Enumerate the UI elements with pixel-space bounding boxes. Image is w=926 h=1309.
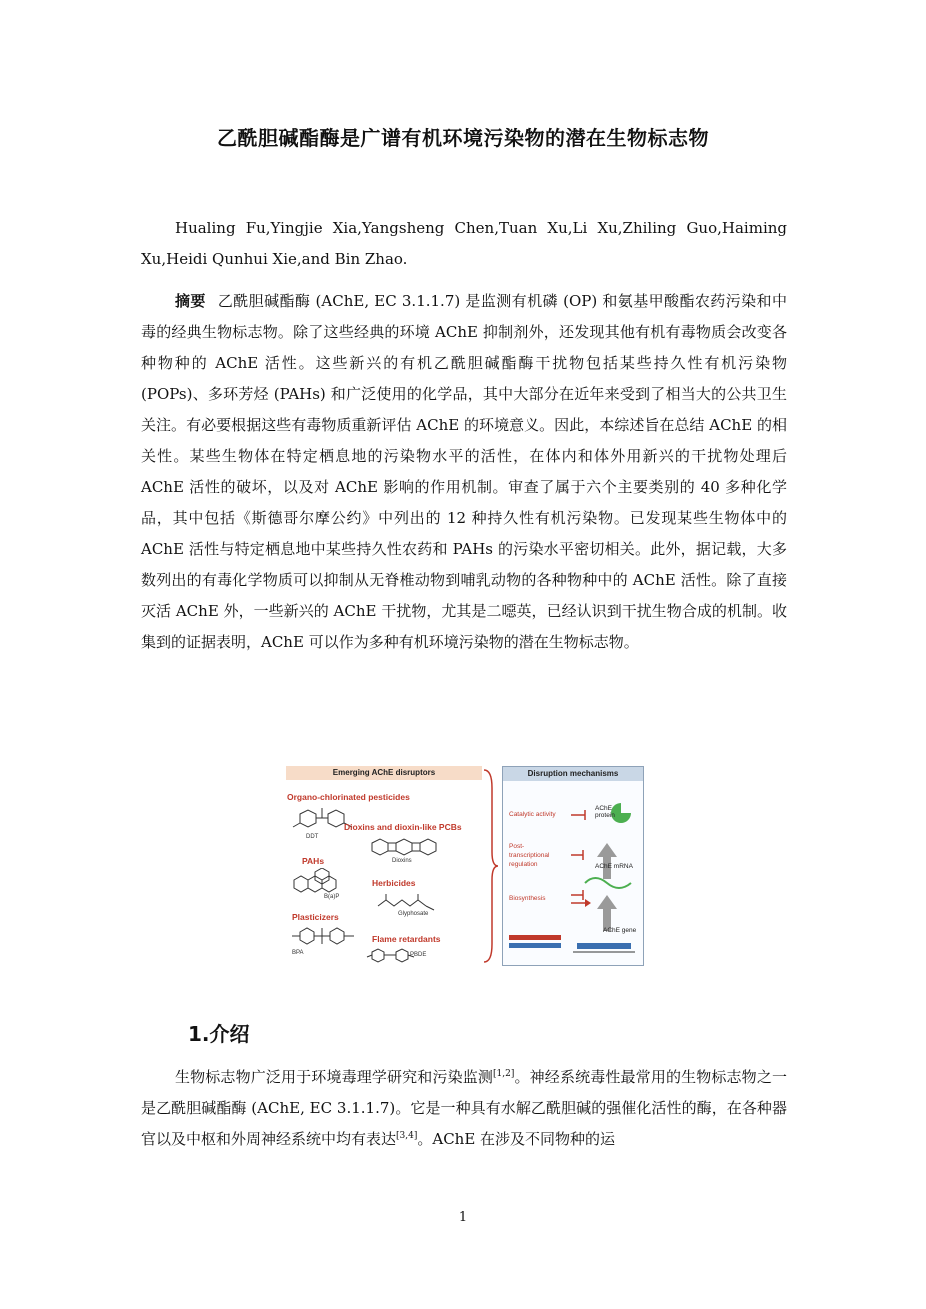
mechanisms-panel [502,766,644,966]
label-protein-line1: AChE [595,805,612,812]
abstract [141,286,787,658]
compound-pbde: PBDE [410,952,427,958]
category-flame-retardants: Flame retardants [372,934,441,944]
label-gene: AChE gene [603,927,637,934]
compound-bpa: BPA [292,950,304,956]
page-title: 乙酰胆碱酯酶是广谱有机环境污染物的潜在生物标志物 [217,126,709,150]
compound-dioxins: Dioxins [392,858,412,864]
figure-right-heading: Disruption mechanisms [503,767,643,781]
category-organochlorine: Organo-chlorinated pesticides [287,792,410,802]
label-protein-line2: protein [595,812,615,819]
label-protein [595,805,615,819]
author-list: Hualing Fu,Yingjie Xia,Yangsheng Chen,Tuan Xu,Li Xu,Zhiling Guo,Haiming Xu,Heidi Qunhui Xie,and Bin Zhao. [141,219,787,268]
category-pahs: PAHs [302,856,325,866]
page-number: 1 [458,1210,468,1225]
citation-3-4: [3,4] [396,1131,418,1141]
dioxin-structure-icon [368,836,442,858]
category-plasticizers: Plasticizers [292,912,339,922]
abstract-label: 摘要 [175,292,206,310]
citation-1-2: [1,2] [493,1069,515,1079]
intro-text-1: 生物标志物广泛用于环境毒理学研究和污染监测 [175,1068,494,1086]
compound-bap: B(a)P [324,894,340,900]
intro-text-3: 。AChE 在涉及不同物种的运 [417,1130,616,1148]
ddt-structure-icon [288,804,358,838]
intro-text-2: 。神经系统毒性最常用的生物标志物之一是乙酰胆碱酯酶 (AChE, EC 3.1.1.7)。它是一种具有水解乙酰胆碱的强催化活性的酶，在各种器官以及中枢和外周神经系统中均有表达 [141,1068,787,1148]
category-dioxins: Dioxins and dioxin-like PCBs [344,822,462,832]
graphical-abstract-figure [284,764,646,968]
compound-glyphosate: Glyphosate [398,911,429,917]
mechanism-post-line1: Post- [509,843,525,850]
brace-icon [482,768,500,964]
introduction-paragraph [141,1062,787,1155]
mechanism-catalytic: Catalytic activity [509,811,556,818]
bpa-structure-icon [288,924,362,948]
mechanism-post-line2: transcriptional [509,852,550,859]
section-heading-introduction: 1.介绍 [188,1022,250,1046]
compound-ddt: DDT [306,834,319,840]
mechanism-biosynthesis: Biosynthesis [509,895,546,902]
mechanism-post-line3: regulation [509,861,538,868]
figure-left-heading: Emerging AChE disruptors [286,766,482,780]
abstract-text: 乙酰胆碱酯酶 (AChE, EC 3.1.1.7) 是监测有机磷 (OP) 和氨基甲酸酯农药污染和中毒的经典生物标志物。除了这些经典的环境 AChE 抑制剂外，还发现其他有机有毒物质会改变各种物种的 AChE 活性。这些新兴的有机乙酰胆碱酯酶干扰物包括某些持久性有机污染物 (POPs)、多环芳烃 (PAHs) 和广泛使用的化学品，其中大部分在近年来受到了相当大的公共卫生关注。有必要根据这些有毒物质重新评估 AChE 的环境意义。因此，本综述旨在总结 AChE 的相关性。某些生物体在特定栖息地的污染物水平的活性，在体内和体外用新兴的干扰物处理后 AChE 活性的破坏，以及对 AChE 影响的作用机制。审查了属于六个主要类别的 40 多种化学品，其中包括《斯德哥尔摩公约》中列出的 12 种持久性有机污染物。已发现某些生物体中的 AChE 活性与特定栖息地中某些持久性农药和 PAHs 的污染水平密切相关。此外，据记载，大多数列出的有毒化学物质可以抑制从无脊椎动物到哺乳动物的各种物种中的 AChE 活性。除了直接灭活 AChE 外，一些新兴的 AChE 干扰物，尤其是二噁英，已经认识到干扰生物合成的机制。收集到的证据表明，AChE 可以作为多种有机环境污染物的潜在生物标志物。 [141,292,787,651]
label-mrna: AChE mRNA [595,863,633,870]
category-herbicides: Herbicides [372,878,416,888]
